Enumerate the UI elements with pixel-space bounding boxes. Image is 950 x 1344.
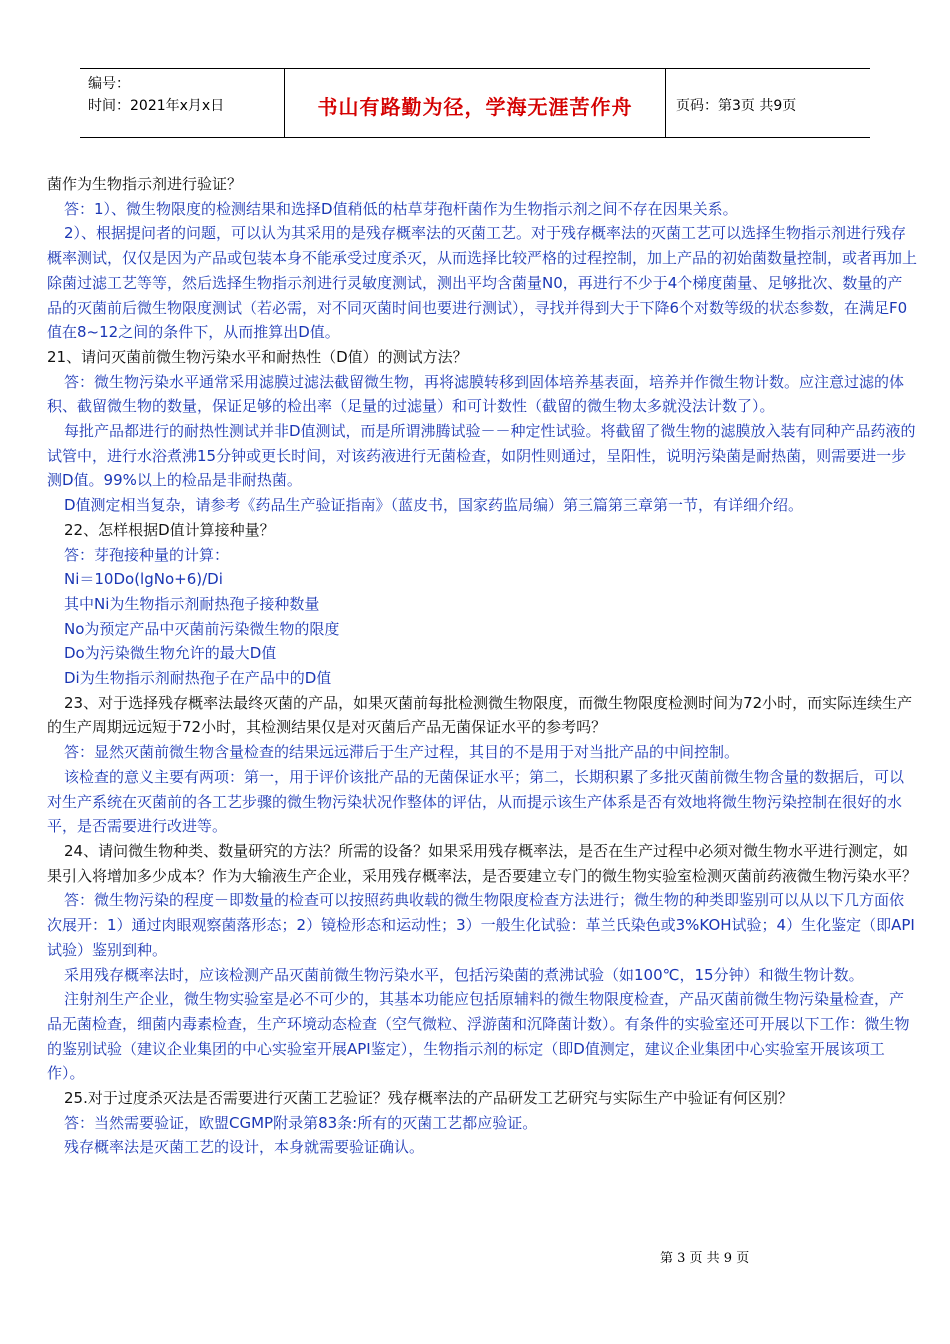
page-header (80, 68, 870, 138)
paragraph: 菌作为生物指示剂进行验证？ (47, 175, 243, 193)
document-time-label: 时间：2021年x月x日 (88, 98, 225, 114)
paragraph: 采用残存概率法时，应该检测产品灭菌前微生物污染水平，包括污染菌的煮沸试验（如100℃，15分钟）和微生物计数。 (64, 965, 864, 984)
header-motto-cell (285, 69, 666, 137)
header-right-cell (666, 69, 870, 137)
paragraph: 该检查的意义主要有两项：第一，用于评价该批产品的无菌保证水平；第二，长期积累了多批灭菌前微生物含量的数据后，可以对生产系统在灭菌前的各工艺步骤的微生物污染状况作整体的评估，从而提示该生产体系是否有效地将微生物污染控制在很好的水平，是否需要进行改进等。 (47, 767, 905, 836)
paragraph: D值测定相当复杂，请参考《药品生产验证指南》（蓝皮书，国家药监局编）第三篇第三章第一节，有详细介绍。 (64, 496, 804, 515)
paragraph: 答：显然灭菌前微生物含量检查的结果远远滞后于生产过程，其目的不是用于对当批产品的中间控制。 (64, 743, 740, 762)
paragraph: 其中Ni为生物指示剂耐热孢子接种数量 (64, 594, 320, 613)
paragraph: 25.对于过度杀灭法是否需要进行灭菌工艺验证？残存概率法的产品研发工艺研究与实际生产中验证有何区别？ (64, 1089, 793, 1108)
paragraph: 答：微生物污染的程度－即数量的检查可以按照药典收载的微生物限度检查方法进行；微生物的种类即鉴别可以从以下几方面依次展开：1）通过肉眼观察菌落形态；2）镜检形态和运动性；3）一般生化试验：革兰氏染色或3%KOH试验；4）生化鉴定（即API试验）鉴别到种。 (47, 891, 915, 959)
paragraph: 24、请问微生物种类、数量研究的方法？所需的设备？如果采用残存概率法，是否在生产过程中必须对微生物水平进行测定，如果引入将增加多少成本？作为大输液生产企业，采用残存概率法，是否要建立专门的微生物实验室检测灭菌前药液微生物污染水平？ (47, 841, 918, 885)
paragraph: 答：1）、微生物限度的检测结果和选择D值稍低的枯草芽孢杆菌作为生物指示剂之间不存在因果关系。 (64, 199, 738, 218)
header-motto: 书山有路勤为径，学海无涯苦作舟 (317, 95, 633, 119)
page-footer: 第 3 页 共 9 页 (660, 1251, 750, 1266)
document-number-label: 编号： (88, 76, 130, 92)
paragraph: 答：芽孢接种量的计算： (64, 545, 230, 564)
paragraph: 注射剂生产企业，微生物实验室是必不可少的，其基本功能应包括原辅料的微生物限度检查，产品灭菌前微生物污染量检查，产品无菌检查，细菌内毒素检查，生产环境动态检查（空气微粒、浮游菌和沉降菌计数）。有条件的实验室还可开展以下工作：微生物的鉴别试验（建议企业集团的中心实验室开展API鉴定），生物指示剂的标定（即D值测定，建议企业集团中心实验室开展该项工作）。 (47, 990, 910, 1083)
paragraph: 答：当然需要验证，欧盟CGMP附录第83条:所有的灭菌工艺都应验证。 (64, 1113, 538, 1132)
paragraph: Di为生物指示剂耐热孢子在产品中的D值 (64, 669, 332, 688)
paragraph: 22、怎样根据D值计算接种量？ (64, 520, 275, 539)
paragraph: 21、请问灭菌前微生物污染水平和耐热性（D值）的测试方法？ (47, 347, 468, 366)
paragraph: 23、对于选择残存概率法最终灭菌的产品，如果灭菌前每批检测微生物限度，而微生物限度检测时间为72小时，而实际连续生产的生产周期远远短于72小时，其检测结果仅是对灭菌后产品无菌保证水平的参考吗？ (47, 693, 913, 737)
paragraph: 每批产品都进行的耐热性测试并非D值测试，而是所谓沸腾试验－－种定性试验。将截留了微生物的滤膜放入装有同种产品药液的试管中，进行水浴煮沸15分钟或更长时间，对该药液进行无菌检查，如阴性则通过，呈阳性，说明污染菌是耐热菌，则需要进一步测D值。99%以上的检品是非耐热菌。 (47, 422, 916, 490)
paragraph: Do为污染微生物允许的最大D值 (64, 644, 277, 663)
header-page-number: 页码：第3页 共9页 (676, 98, 797, 114)
paragraph: Ni＝10Do(lgNo+6)/Di (64, 570, 223, 589)
paragraph: 2）、根据提问者的问题，可以认为其采用的是残存概率法的灭菌工艺。对于残存概率法的灭菌工艺可以选择生物指示剂进行残存概率测试，仅仅是因为产品或包装本身不能承受过度杀灭，从而选择比较严格的过程控制，加上产品的初始菌数量控制，或者再加上除菌过滤工艺等等，然后选择生物指示剂进行灵敏度测试，测出平均含菌量N0，再进行不少于4个梯度菌量、足够批次、数量的产品的灭菌前后微生物限度测试（若必需，对不同灭菌时间也要进行测试），寻找并得到大于下降6个对数等级的状态参数，在满足F0值在8~12之间的条件下，从而推算出D值。 (47, 224, 918, 342)
paragraph: 残存概率法是灭菌工艺的设计，本身就需要验证确认。 (64, 1138, 425, 1157)
paragraph: No为预定产品中灭菌前污染微生物的限度 (64, 619, 340, 638)
paragraph: 答：微生物污染水平通常采用滤膜过滤法截留微生物，再将滤膜转移到固体培养基表面，培养并作微生物计数。应注意过滤的体积、截留微生物的数量，保证足够的检出率（足量的过滤量）和可计数性（截留的微生物太多就没法计数了）。 (47, 372, 905, 416)
document-body (47, 172, 917, 1160)
header-left-cell (80, 69, 285, 137)
